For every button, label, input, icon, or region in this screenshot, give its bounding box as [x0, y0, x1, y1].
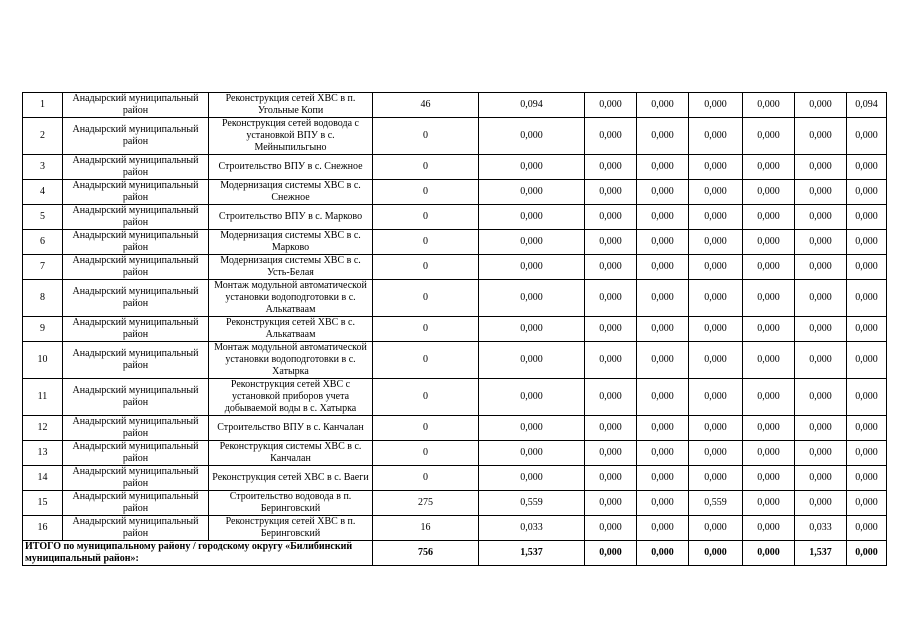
project-cell: Модернизация системы ХВС в с. Усть-Белая	[209, 255, 373, 280]
value-cell: 0,000	[585, 317, 637, 342]
table-row	[23, 516, 887, 541]
table-row	[23, 342, 887, 379]
row-number: 2	[23, 118, 63, 155]
project-cell: Строительство ВПУ в с. Марково	[209, 205, 373, 230]
value-cell: 0,000	[637, 180, 689, 205]
value-cell: 0,000	[847, 180, 887, 205]
value-cell: 0,000	[847, 205, 887, 230]
value-cell: 0,000	[795, 230, 847, 255]
value-cell: 0,000	[743, 441, 795, 466]
value-cell: 0,000	[689, 466, 743, 491]
value-cell: 0,000	[847, 280, 887, 317]
project-cell: Строительство ВПУ в с. Канчалан	[209, 416, 373, 441]
value-cell: 0,000	[479, 342, 585, 379]
value-cell: 0,000	[689, 180, 743, 205]
table-row	[23, 230, 887, 255]
value-cell: 0,000	[743, 118, 795, 155]
value-cell: 0,000	[847, 342, 887, 379]
district-cell: Анадырский муниципальный район	[63, 205, 209, 230]
total-value: 1,537	[479, 541, 585, 566]
value-cell: 0,000	[795, 255, 847, 280]
district-cell: Анадырский муниципальный район	[63, 155, 209, 180]
length-cell: 0	[373, 255, 479, 280]
value-cell: 0,000	[479, 180, 585, 205]
value-cell: 0,000	[689, 342, 743, 379]
district-cell: Анадырский муниципальный район	[63, 342, 209, 379]
total-label: ИТОГО по муниципальному району / городскому округу «Билибинский муниципальный район»:	[23, 541, 373, 566]
value-cell: 0,000	[637, 342, 689, 379]
row-number: 12	[23, 416, 63, 441]
value-cell: 0,033	[479, 516, 585, 541]
value-cell: 0,000	[743, 491, 795, 516]
table-row	[23, 93, 887, 118]
table-row	[23, 118, 887, 155]
value-cell: 0,000	[847, 230, 887, 255]
total-value: 1,537	[795, 541, 847, 566]
value-cell: 0,000	[847, 491, 887, 516]
row-number: 8	[23, 280, 63, 317]
district-cell: Анадырский муниципальный район	[63, 280, 209, 317]
project-cell: Реконструкция сетей ХВС в с. Алькатваам	[209, 317, 373, 342]
value-cell: 0,000	[479, 118, 585, 155]
value-cell: 0,000	[479, 205, 585, 230]
district-cell: Анадырский муниципальный район	[63, 255, 209, 280]
value-cell: 0,000	[847, 441, 887, 466]
length-cell: 275	[373, 491, 479, 516]
value-cell: 0,000	[585, 441, 637, 466]
project-cell: Реконструкция сетей ХВС в с. Ваеги	[209, 466, 373, 491]
row-number: 1	[23, 93, 63, 118]
value-cell: 0,000	[585, 93, 637, 118]
value-cell: 0,094	[479, 93, 585, 118]
value-cell: 0,000	[637, 255, 689, 280]
district-cell: Анадырский муниципальный район	[63, 93, 209, 118]
value-cell: 0,000	[479, 255, 585, 280]
investment-table	[22, 92, 887, 566]
value-cell: 0,000	[795, 379, 847, 416]
district-cell: Анадырский муниципальный район	[63, 317, 209, 342]
table-row	[23, 491, 887, 516]
value-cell: 0,000	[795, 416, 847, 441]
value-cell: 0,000	[689, 441, 743, 466]
value-cell: 0,000	[585, 491, 637, 516]
project-cell: Строительство водовода в п. Беринговский	[209, 491, 373, 516]
value-cell: 0,000	[689, 516, 743, 541]
project-cell: Реконструкция сетей ХВС в п. Угольные Копи	[209, 93, 373, 118]
value-cell: 0,000	[847, 155, 887, 180]
value-cell: 0,094	[847, 93, 887, 118]
row-number: 9	[23, 317, 63, 342]
value-cell: 0,000	[795, 205, 847, 230]
length-cell: 0	[373, 317, 479, 342]
length-cell: 0	[373, 441, 479, 466]
total-value: 0,000	[585, 541, 637, 566]
table-row	[23, 280, 887, 317]
total-value: 0,000	[743, 541, 795, 566]
value-cell: 0,000	[743, 180, 795, 205]
value-cell: 0,000	[479, 317, 585, 342]
table-row	[23, 317, 887, 342]
value-cell: 0,000	[585, 255, 637, 280]
value-cell: 0,000	[795, 342, 847, 379]
total-value: 0,000	[689, 541, 743, 566]
project-cell: Строительство ВПУ в с. Снежное	[209, 155, 373, 180]
value-cell: 0,000	[689, 280, 743, 317]
length-cell: 0	[373, 180, 479, 205]
value-cell: 0,000	[585, 280, 637, 317]
value-cell: 0,000	[743, 155, 795, 180]
value-cell: 0,000	[637, 379, 689, 416]
value-cell: 0,559	[479, 491, 585, 516]
total-value: 0,000	[847, 541, 887, 566]
value-cell: 0,000	[637, 317, 689, 342]
table-row	[23, 155, 887, 180]
value-cell: 0,000	[795, 180, 847, 205]
value-cell: 0,000	[847, 379, 887, 416]
value-cell: 0,000	[689, 93, 743, 118]
value-cell: 0,000	[585, 205, 637, 230]
value-cell: 0,000	[585, 180, 637, 205]
row-number: 14	[23, 466, 63, 491]
value-cell: 0,000	[637, 466, 689, 491]
row-number: 4	[23, 180, 63, 205]
district-cell: Анадырский муниципальный район	[63, 379, 209, 416]
length-cell: 0	[373, 280, 479, 317]
project-cell: Модернизация системы ХВС в с. Снежное	[209, 180, 373, 205]
value-cell: 0,000	[743, 466, 795, 491]
value-cell: 0,000	[637, 205, 689, 230]
length-cell: 0	[373, 118, 479, 155]
row-number: 5	[23, 205, 63, 230]
project-cell: Реконструкция сетей ХВС в п. Беринговский	[209, 516, 373, 541]
value-cell: 0,000	[847, 416, 887, 441]
value-cell: 0,000	[479, 230, 585, 255]
project-cell: Реконструкция системы ХВС в с. Канчалан	[209, 441, 373, 466]
value-cell: 0,000	[743, 379, 795, 416]
value-cell: 0,000	[479, 466, 585, 491]
value-cell: 0,000	[585, 118, 637, 155]
value-cell: 0,000	[585, 379, 637, 416]
value-cell: 0,000	[689, 317, 743, 342]
value-cell: 0,000	[689, 416, 743, 441]
table-row	[23, 441, 887, 466]
district-cell: Анадырский муниципальный район	[63, 180, 209, 205]
value-cell: 0,000	[689, 255, 743, 280]
district-cell: Анадырский муниципальный район	[63, 466, 209, 491]
value-cell: 0,000	[743, 416, 795, 441]
value-cell: 0,000	[743, 342, 795, 379]
value-cell: 0,000	[743, 255, 795, 280]
length-cell: 0	[373, 205, 479, 230]
value-cell: 0,000	[689, 230, 743, 255]
value-cell: 0,000	[585, 466, 637, 491]
value-cell: 0,000	[743, 317, 795, 342]
value-cell: 0,000	[689, 155, 743, 180]
value-cell: 0,000	[637, 516, 689, 541]
row-number: 10	[23, 342, 63, 379]
value-cell: 0,000	[585, 516, 637, 541]
length-cell: 0	[373, 379, 479, 416]
value-cell: 0,000	[637, 155, 689, 180]
length-cell: 0	[373, 155, 479, 180]
value-cell: 0,000	[847, 516, 887, 541]
value-cell: 0,000	[847, 118, 887, 155]
value-cell: 0,000	[585, 155, 637, 180]
table-row	[23, 205, 887, 230]
row-number: 15	[23, 491, 63, 516]
value-cell: 0,000	[479, 155, 585, 180]
length-cell: 16	[373, 516, 479, 541]
row-number: 11	[23, 379, 63, 416]
project-cell: Реконструкция сетей водовода с установкой ВПУ в с. Мейныпильгыно	[209, 118, 373, 155]
length-cell: 0	[373, 466, 479, 491]
total-length: 756	[373, 541, 479, 566]
project-cell: Реконструкция сетей ХВС с установкой приборов учета добываемой воды в с. Хатырка	[209, 379, 373, 416]
value-cell: 0,000	[637, 118, 689, 155]
value-cell: 0,000	[689, 379, 743, 416]
value-cell: 0,000	[743, 516, 795, 541]
table-row	[23, 255, 887, 280]
row-number: 3	[23, 155, 63, 180]
length-cell: 0	[373, 230, 479, 255]
value-cell: 0,000	[585, 342, 637, 379]
value-cell: 0,000	[637, 280, 689, 317]
project-cell: Модернизация системы ХВС в с. Марково	[209, 230, 373, 255]
value-cell: 0,000	[689, 205, 743, 230]
value-cell: 0,000	[479, 416, 585, 441]
total-row	[23, 541, 887, 566]
value-cell: 0,000	[585, 416, 637, 441]
table-body	[23, 93, 887, 566]
row-number: 16	[23, 516, 63, 541]
value-cell: 0,000	[637, 416, 689, 441]
district-cell: Анадырский муниципальный район	[63, 516, 209, 541]
value-cell: 0,033	[795, 516, 847, 541]
district-cell: Анадырский муниципальный район	[63, 441, 209, 466]
value-cell: 0,000	[795, 280, 847, 317]
value-cell: 0,000	[637, 93, 689, 118]
row-number: 7	[23, 255, 63, 280]
value-cell: 0,000	[743, 230, 795, 255]
table-row	[23, 379, 887, 416]
value-cell: 0,000	[743, 280, 795, 317]
district-cell: Анадырский муниципальный район	[63, 118, 209, 155]
value-cell: 0,000	[795, 441, 847, 466]
value-cell: 0,000	[795, 466, 847, 491]
value-cell: 0,000	[637, 441, 689, 466]
length-cell: 46	[373, 93, 479, 118]
value-cell: 0,000	[689, 118, 743, 155]
district-cell: Анадырский муниципальный район	[63, 416, 209, 441]
value-cell: 0,000	[847, 317, 887, 342]
length-cell: 0	[373, 342, 479, 379]
value-cell: 0,000	[795, 118, 847, 155]
row-number: 13	[23, 441, 63, 466]
value-cell: 0,000	[585, 230, 637, 255]
value-cell: 0,000	[795, 491, 847, 516]
district-cell: Анадырский муниципальный район	[63, 491, 209, 516]
value-cell: 0,000	[479, 441, 585, 466]
length-cell: 0	[373, 416, 479, 441]
value-cell: 0,000	[637, 491, 689, 516]
row-number: 6	[23, 230, 63, 255]
value-cell: 0,000	[479, 379, 585, 416]
value-cell: 0,000	[743, 205, 795, 230]
table-row	[23, 416, 887, 441]
value-cell: 0,000	[795, 93, 847, 118]
district-cell: Анадырский муниципальный район	[63, 230, 209, 255]
value-cell: 0,000	[795, 317, 847, 342]
table-row	[23, 180, 887, 205]
value-cell: 0,000	[479, 280, 585, 317]
total-value: 0,000	[637, 541, 689, 566]
value-cell: 0,000	[847, 466, 887, 491]
value-cell: 0,000	[743, 93, 795, 118]
value-cell: 0,000	[637, 230, 689, 255]
project-cell: Монтаж модульной автоматической установки водоподготовки в с. Хатырка	[209, 342, 373, 379]
value-cell: 0,559	[689, 491, 743, 516]
project-cell: Монтаж модульной автоматической установки водоподготовки в с. Алькатваам	[209, 280, 373, 317]
value-cell: 0,000	[795, 155, 847, 180]
value-cell: 0,000	[847, 255, 887, 280]
table-row	[23, 466, 887, 491]
